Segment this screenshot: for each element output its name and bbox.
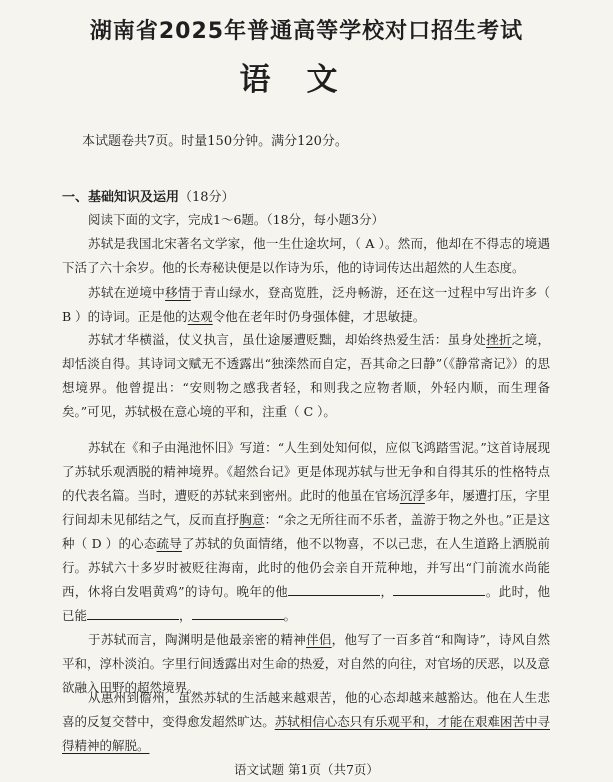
paragraph-3 xyxy=(62,328,550,424)
exam-title: 湖南省2025年普通高等学校对口招生考试 xyxy=(89,19,524,44)
paragraph-5 xyxy=(62,556,550,628)
fill-blank-3[interactable] xyxy=(87,605,179,620)
section-title: 一、基础知识及运用 xyxy=(62,190,180,205)
underlined-word-cuozhe: 挫折 xyxy=(486,332,512,347)
paragraph-2-text-a: 苏轼在逆境中 xyxy=(88,285,166,300)
paragraph-4-text-d: 了苏轼的负面情绪，他不以物喜，不以己悲，在人生道路上洒脱前行。 xyxy=(62,536,550,575)
subject-title: 语文 xyxy=(239,62,374,98)
paragraph-5-end: 。 xyxy=(283,608,297,623)
underlined-word-yiqing: 移情 xyxy=(165,285,191,300)
underlined-word-daguan: 达观 xyxy=(187,309,213,324)
paragraph-3-text-a: 苏轼才华横溢，仗义执言，虽仕途屡遭贬黜，却始终热爱生活：虽身处 xyxy=(88,332,487,347)
underlined-word-chenfu: 沉浮 xyxy=(399,488,425,503)
fill-blank-2[interactable] xyxy=(393,581,485,596)
underlined-word-xiongyi: 胸意 xyxy=(239,512,265,527)
paragraph-1: 苏轼是我国北宋著名文学家，他一生仕途坎坷，（ A ）。然而，他却在不得志的境遇下活了六十余岁。他的长寿秘诀便是以作诗为乐，他的诗词传达出超然的人生态度。 xyxy=(62,236,550,275)
paragraph-2-text-b: 于青山绿水，登高览胜，泛舟畅游，还在这一过程中写出许多（ B ）的诗词。正是他的 xyxy=(62,285,550,324)
paragraph-4-text-a: 苏轼在《和子由渑池怀旧》写道：“人生到处知何似，应似飞鸿踏雪泥。”这首诗展现了苏轼乐观洒脱的精神境界。《超然台记》更是体现苏轼与世无争和自得其乐的性格特点的代表名篇。当时，遭贬的苏轼来到密州。此时的他虽在官场 xyxy=(62,440,550,503)
underlined-word-shudao: 疏导 xyxy=(156,536,182,551)
exam-notice: 本试题卷共7页。时量150分钟。满分120分。 xyxy=(82,134,348,149)
paragraph-6-text-b: ，他写了一百多首“和陶诗”，诗风自然平和，淳朴淡泊。字里行间透露出对生命的热爱，对自然的向往，对官场的厌恶，以及意欲融入田野的超然境界。 xyxy=(62,632,550,695)
underlined-sentence: 苏轼相信心态只有乐观平和，才能在艰难困苦中寻得精神的解脱。 xyxy=(62,714,550,753)
paragraph-7 xyxy=(62,686,550,758)
page-footer: 语文试题 第1页（共7页） xyxy=(234,762,379,777)
paragraph-7-text-a: 从惠州到儋州，虽然苏轼的生活越来越艰苦，他的心态却越来越豁达。他在人生悲喜的反复交替中，变得愈发超然旷达。 xyxy=(62,690,550,729)
fill-blank-1[interactable] xyxy=(288,581,380,596)
section-points: （18分） xyxy=(179,190,235,205)
paragraph-4-text-b: 多年，屡遭打压，字里行间却未见郁结之气，反而直抒 xyxy=(62,488,550,527)
paragraph-3-text-b: 之境，却恬淡自得。其诗词文赋无不透露出“独滦然而自定，吾其命之曰静”（《静常斋记》）的思想境界。他曾提出：“安则物之感我者轻，和则我之应物者顺，外轻内顺，而生理备矣。”可见，苏轼极在意心境的平和，注重（ C ）。 xyxy=(62,332,550,419)
paragraph-2-text-c: 令他在老年时仍身强体健，才思敏捷。 xyxy=(212,309,426,324)
paragraph-5-sep-3: ， xyxy=(179,608,192,623)
paragraph-5-text-a: 苏轼六十多岁时被贬往海南，此时的他仍会亲自开荒种地，并写出“门前流水尚能西，休将白发唱黄鸡”的诗句。晚年的他 xyxy=(62,560,550,599)
paragraph-2 xyxy=(62,281,550,329)
paragraph-6-text-a: 于苏轼而言，陶渊明是他最亲密的精神 xyxy=(88,632,307,647)
paragraph-5-sep-2: 。此时，他已能 xyxy=(62,584,550,623)
paragraph-5-sep-1: ， xyxy=(380,584,394,599)
section-header xyxy=(62,186,235,205)
fill-blank-4[interactable] xyxy=(192,605,284,620)
instruction-text: 阅读下面的文字，完成1～6题。（18分，每小题3分） xyxy=(88,212,385,227)
paragraph-4-text-c: ：“余之无所往而不乐者，盖游于物之外也。”正是这种（ D ）的心态 xyxy=(62,512,550,551)
underlined-word-banlv: 伴侣 xyxy=(306,632,332,647)
